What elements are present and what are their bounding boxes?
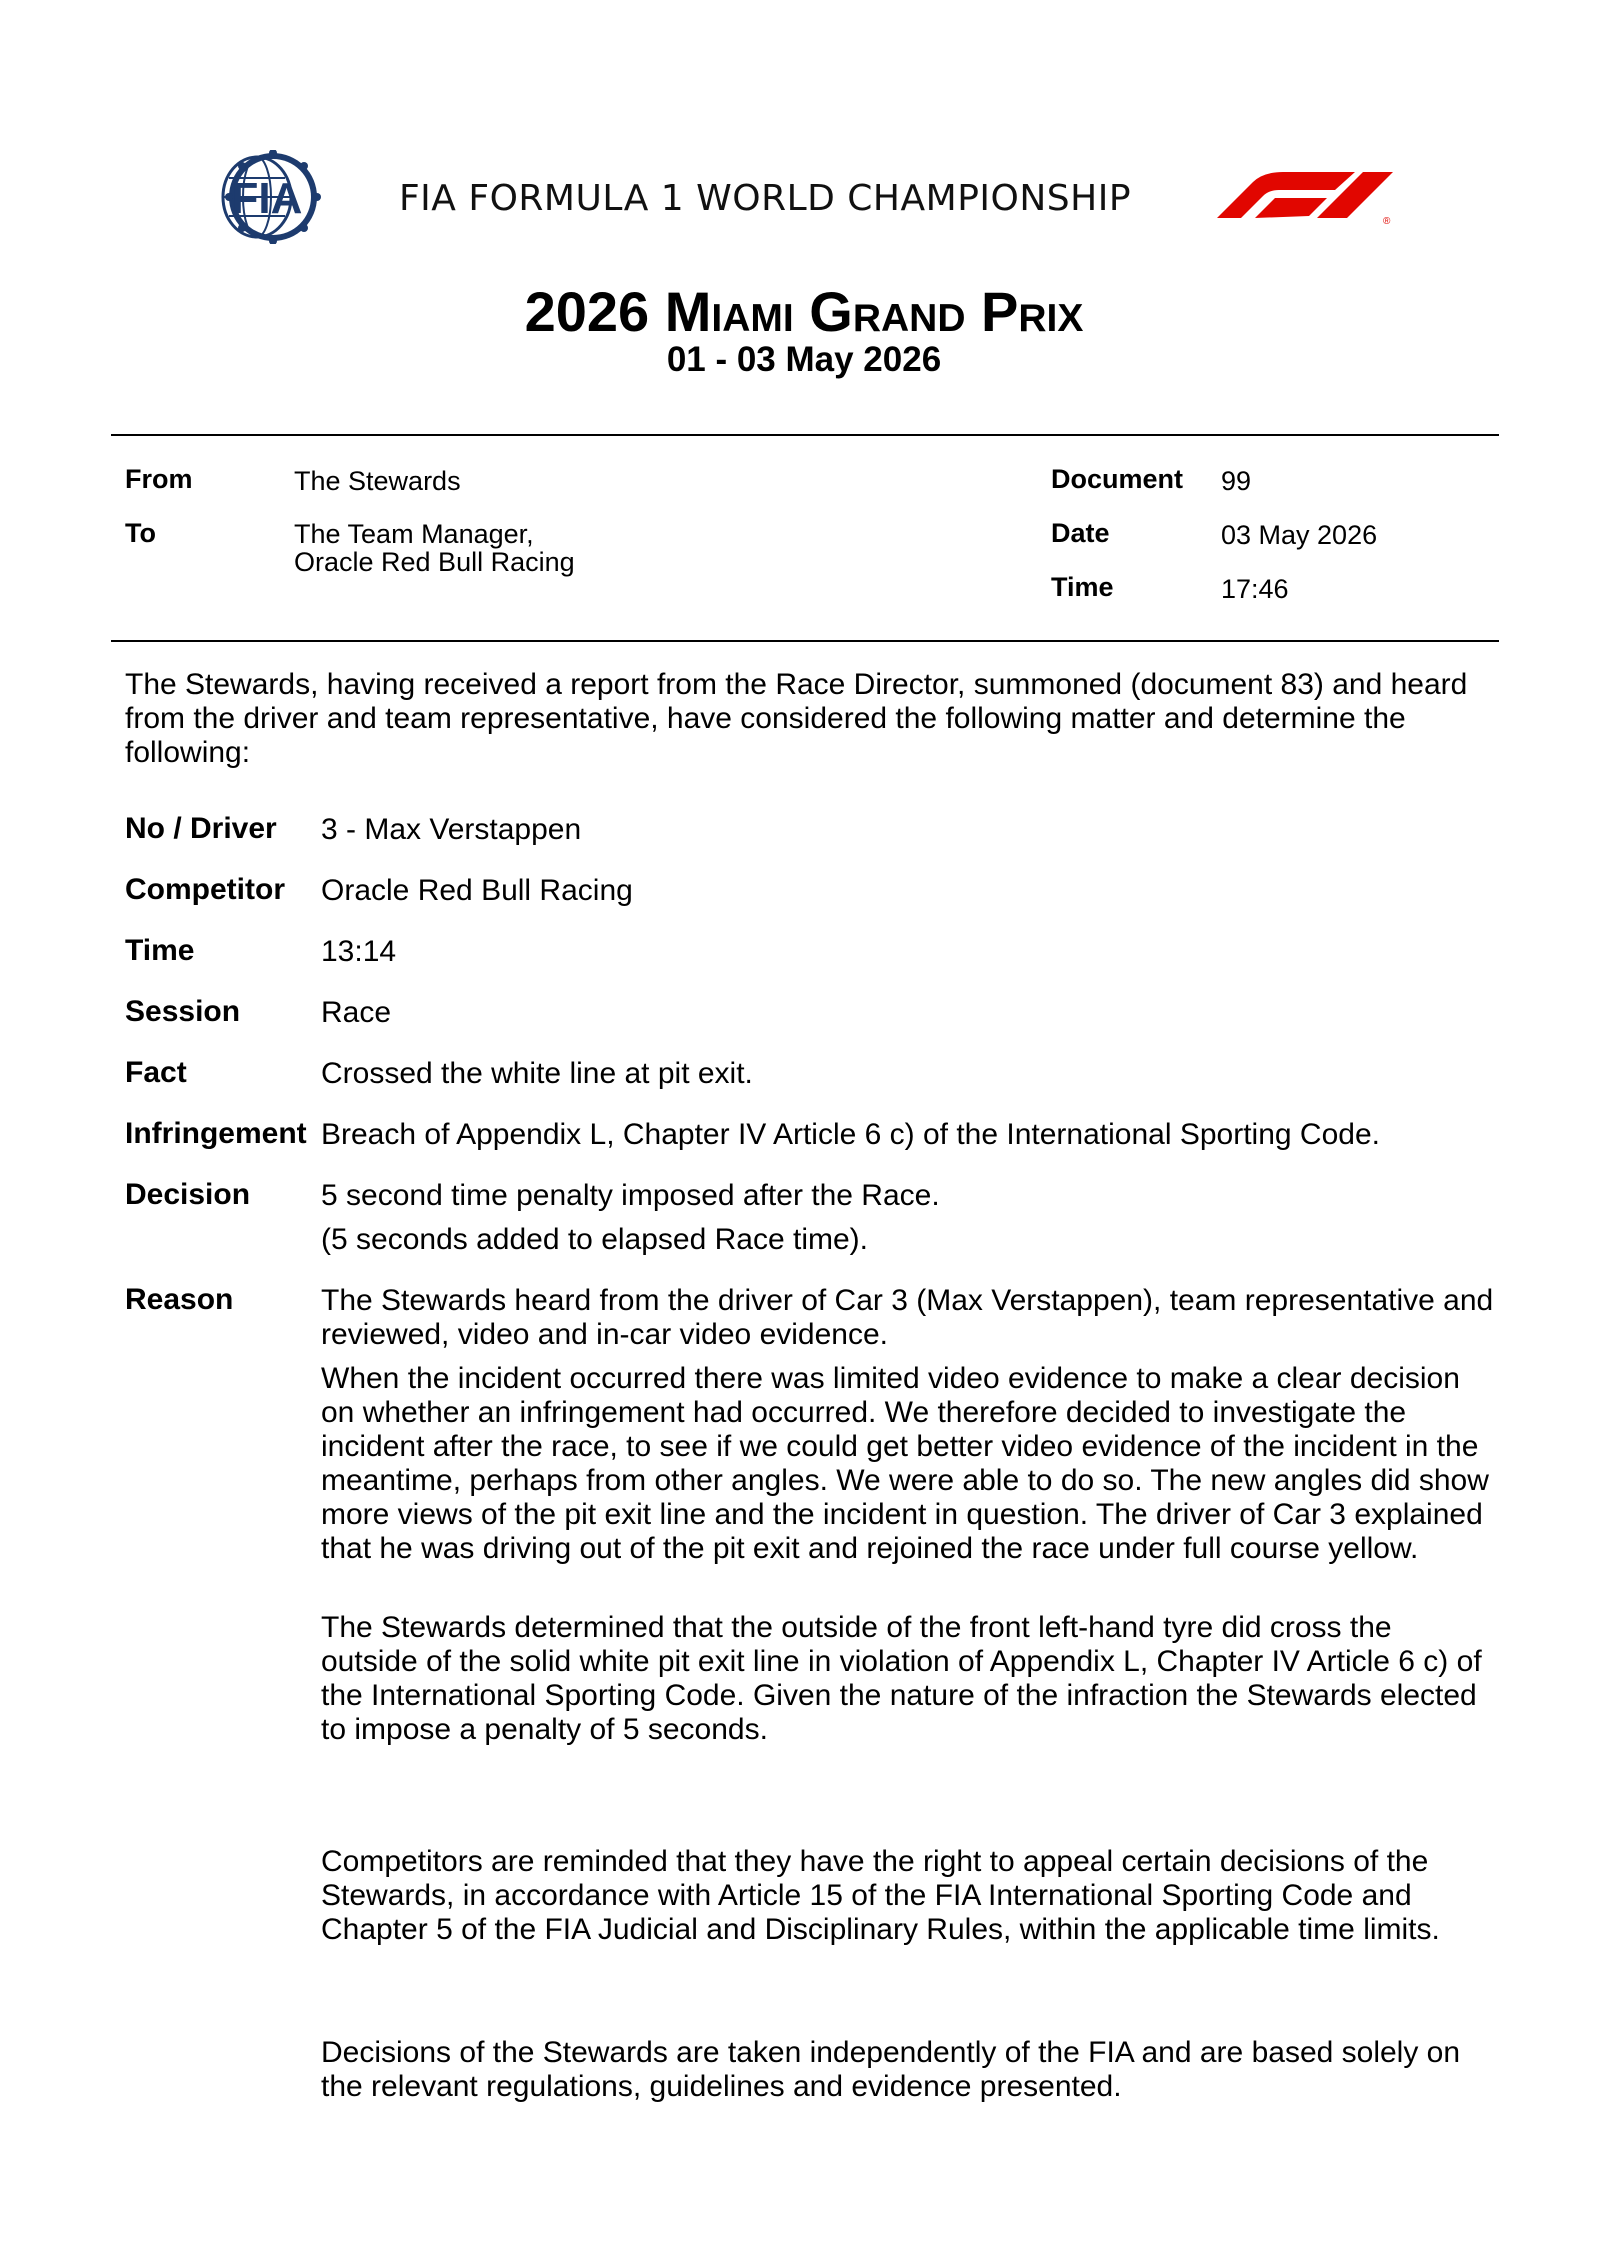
reason-paragraph-1: The Stewards heard from the driver of Car 3 (Max Verstappen), team representative and reviewed, video and in-car video evidence. bbox=[321, 1284, 1494, 1351]
time-value: 17:46 bbox=[1221, 574, 1289, 604]
date-label: Date bbox=[1051, 518, 1110, 548]
bottom-divider bbox=[111, 640, 1499, 642]
competitor-value: Oracle Red Bull Racing bbox=[321, 874, 633, 907]
document-label: Document bbox=[1051, 464, 1184, 494]
document-value: 99 bbox=[1221, 466, 1252, 496]
championship-title: FIA FORMULA 1 WORLD CHAMPIONSHIP bbox=[398, 178, 1132, 219]
independence-notice: Decisions of the Stewards are taken independently of the FIA and are based solely on the relevant regulations, guidelines and evidence presented. bbox=[321, 2036, 1461, 2103]
session-time-value: 13:14 bbox=[321, 935, 397, 968]
competitor-label: Competitor bbox=[125, 873, 285, 906]
driver-value: 3 - Max Verstappen bbox=[321, 813, 582, 846]
to-value-line-2: Oracle Red Bull Racing bbox=[294, 547, 575, 577]
decision-label: Decision bbox=[125, 1178, 251, 1211]
reason-label: Reason bbox=[125, 1283, 234, 1316]
decision-line-2: (5 seconds added to elapsed Race time). bbox=[321, 1223, 868, 1256]
to-value bbox=[294, 520, 575, 576]
decision-value bbox=[321, 1179, 1491, 1257]
to-value-line-1: The Team Manager, bbox=[294, 519, 534, 549]
svg-text:®: ® bbox=[1383, 216, 1391, 226]
date-value: 03 May 2026 bbox=[1221, 520, 1378, 550]
session-value: Race bbox=[321, 996, 392, 1029]
from-value: The Stewards bbox=[294, 466, 461, 496]
reason-paragraph-2: When the incident occurred there was limited video evidence to make a clear decision on whether an infringement had occurred. We therefore decided to investigate the incident after the race, to see if we could get better video evidence of the incident in the meantime, perhaps from other angles. We were able to do so. The new angles did show more views of the pit exit line and the incident in question. The driver of Car 3 explained that he was driving out of the pit exit and rejoined the race under full course yellow. bbox=[321, 1362, 1489, 1565]
driver-label: No / Driver bbox=[125, 812, 277, 845]
fact-label: Fact bbox=[125, 1056, 187, 1089]
f1-logo bbox=[1205, 168, 1400, 226]
session-label: Session bbox=[125, 995, 241, 1028]
reason-paragraph-3: The Stewards determined that the outside of the front left-hand tyre did cross the outside of the solid white pit exit line in violation of Appendix L, Chapter IV Article 6 c) of the International Sporting Code. Given the nature of the infraction the Stewards elected to impose a penalty of 5 seconds. bbox=[321, 1611, 1482, 1746]
infringement-label: Infringement bbox=[125, 1117, 307, 1150]
time-label: Time bbox=[1051, 572, 1114, 602]
grand-prix-dates: 01 - 03 May 2026 bbox=[666, 340, 942, 379]
infringement-value: Breach of Appendix L, Chapter IV Article 6 c) of the International Sporting Code. bbox=[321, 1118, 1380, 1151]
intro-paragraph: The Stewards, having received a report from the Race Director, summoned (document 83) and heard from the driver and team representative, have considered the following matter and determine the following: bbox=[125, 668, 1468, 769]
session-time-label: Time bbox=[125, 934, 195, 967]
grand-prix-title: 2026 Miami Grand Prix bbox=[524, 280, 1084, 343]
top-divider bbox=[111, 434, 1499, 436]
fia-logo-text: FIA bbox=[231, 174, 303, 223]
fact-value: Crossed the white line at pit exit. bbox=[321, 1057, 753, 1090]
appeal-notice: Competitors are reminded that they have the right to appeal certain decisions of the Stewards, in accordance with Article 15 of the FIA International Sporting Code and Chapter 5 of the FIA Judicial and Disciplinary Rules, within the applicable time limits. bbox=[321, 1845, 1440, 1946]
from-label: From bbox=[125, 464, 193, 494]
to-label: To bbox=[125, 518, 156, 548]
decision-line-1: 5 second time penalty imposed after the Race. bbox=[321, 1179, 940, 1212]
